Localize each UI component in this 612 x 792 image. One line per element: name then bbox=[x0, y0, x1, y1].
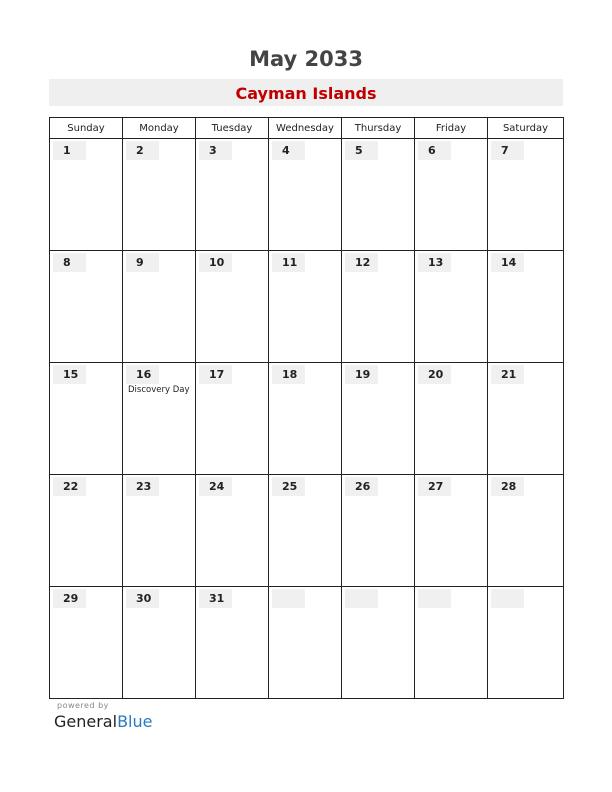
day-cell[interactable] bbox=[123, 251, 196, 363]
day-cell[interactable] bbox=[50, 363, 123, 475]
powered-by-label: powered by bbox=[57, 701, 109, 710]
day-number: 13 bbox=[418, 253, 451, 272]
day-number: 7 bbox=[491, 141, 524, 160]
day-cell[interactable] bbox=[488, 587, 564, 699]
day-number: 6 bbox=[418, 141, 451, 160]
day-cell[interactable] bbox=[196, 475, 269, 587]
day-number: 12 bbox=[345, 253, 378, 272]
day-number bbox=[491, 589, 524, 608]
day-number: 26 bbox=[345, 477, 378, 496]
week-row bbox=[50, 251, 564, 363]
day-cell[interactable] bbox=[123, 139, 196, 251]
day-number: 4 bbox=[272, 141, 305, 160]
generalblue-logo[interactable] bbox=[54, 712, 152, 731]
page-title: May 2033 bbox=[249, 47, 363, 71]
week-row bbox=[50, 475, 564, 587]
day-number: 11 bbox=[272, 253, 305, 272]
day-number: 29 bbox=[53, 589, 86, 608]
day-cell[interactable] bbox=[269, 251, 342, 363]
day-cell[interactable] bbox=[196, 363, 269, 475]
day-cell[interactable] bbox=[415, 251, 488, 363]
week-row bbox=[50, 363, 564, 475]
day-number: 14 bbox=[491, 253, 524, 272]
day-cell[interactable] bbox=[342, 475, 415, 587]
day-number: 17 bbox=[199, 365, 232, 384]
day-number: 16 bbox=[126, 365, 159, 384]
week-row bbox=[50, 139, 564, 251]
day-cell[interactable] bbox=[415, 587, 488, 699]
weekday-header-monday: Monday bbox=[123, 118, 196, 139]
day-number bbox=[345, 589, 378, 608]
day-cell[interactable] bbox=[50, 475, 123, 587]
weekday-header-tuesday: Tuesday bbox=[196, 118, 269, 139]
day-number: 9 bbox=[126, 253, 159, 272]
day-number: 1 bbox=[53, 141, 86, 160]
day-number: 23 bbox=[126, 477, 159, 496]
day-cell[interactable] bbox=[50, 251, 123, 363]
day-cell[interactable] bbox=[123, 475, 196, 587]
day-number: 5 bbox=[345, 141, 378, 160]
weekday-header-sunday: Sunday bbox=[50, 118, 123, 139]
day-cell[interactable] bbox=[123, 587, 196, 699]
weekday-header-saturday: Saturday bbox=[488, 118, 564, 139]
day-number: 24 bbox=[199, 477, 232, 496]
brand-blue-text: Blue bbox=[117, 712, 153, 731]
day-cell[interactable] bbox=[269, 363, 342, 475]
day-cell[interactable] bbox=[488, 139, 564, 251]
weekday-header-friday: Friday bbox=[415, 118, 488, 139]
day-cell[interactable] bbox=[269, 587, 342, 699]
day-number: 19 bbox=[345, 365, 378, 384]
week-row bbox=[50, 587, 564, 699]
day-cell[interactable] bbox=[196, 251, 269, 363]
day-cell[interactable] bbox=[50, 139, 123, 251]
day-cell[interactable] bbox=[50, 587, 123, 699]
day-cell[interactable] bbox=[342, 139, 415, 251]
day-number: 20 bbox=[418, 365, 451, 384]
day-cell[interactable] bbox=[415, 363, 488, 475]
day-number: 2 bbox=[126, 141, 159, 160]
weekday-header-thursday: Thursday bbox=[342, 118, 415, 139]
day-cell[interactable] bbox=[342, 363, 415, 475]
country-subtitle: Cayman Islands bbox=[49, 79, 563, 106]
day-cell[interactable] bbox=[488, 475, 564, 587]
day-number: 31 bbox=[199, 589, 232, 608]
day-number: 21 bbox=[491, 365, 524, 384]
day-number: 8 bbox=[53, 253, 86, 272]
day-cell[interactable] bbox=[415, 475, 488, 587]
day-number: 27 bbox=[418, 477, 451, 496]
day-cell[interactable] bbox=[488, 251, 564, 363]
day-cell[interactable] bbox=[342, 587, 415, 699]
day-number: 15 bbox=[53, 365, 86, 384]
day-cell[interactable] bbox=[269, 475, 342, 587]
day-number: 22 bbox=[53, 477, 86, 496]
day-cell[interactable] bbox=[415, 139, 488, 251]
weekday-header-row bbox=[50, 118, 564, 139]
day-number: 28 bbox=[491, 477, 524, 496]
day-number: 18 bbox=[272, 365, 305, 384]
day-number bbox=[418, 589, 451, 608]
day-number: 30 bbox=[126, 589, 159, 608]
holiday-label: Discovery Day bbox=[128, 385, 190, 395]
day-number: 3 bbox=[199, 141, 232, 160]
day-number: 10 bbox=[199, 253, 232, 272]
day-cell[interactable] bbox=[342, 251, 415, 363]
weekday-header-wednesday: Wednesday bbox=[269, 118, 342, 139]
day-number: 25 bbox=[272, 477, 305, 496]
day-cell[interactable] bbox=[196, 139, 269, 251]
day-cell[interactable] bbox=[269, 139, 342, 251]
day-cell[interactable] bbox=[196, 587, 269, 699]
day-cell[interactable] bbox=[123, 363, 196, 475]
day-cell[interactable] bbox=[488, 363, 564, 475]
day-number bbox=[272, 589, 305, 608]
brand-general-text: General bbox=[54, 712, 118, 731]
calendar-grid bbox=[49, 117, 564, 699]
